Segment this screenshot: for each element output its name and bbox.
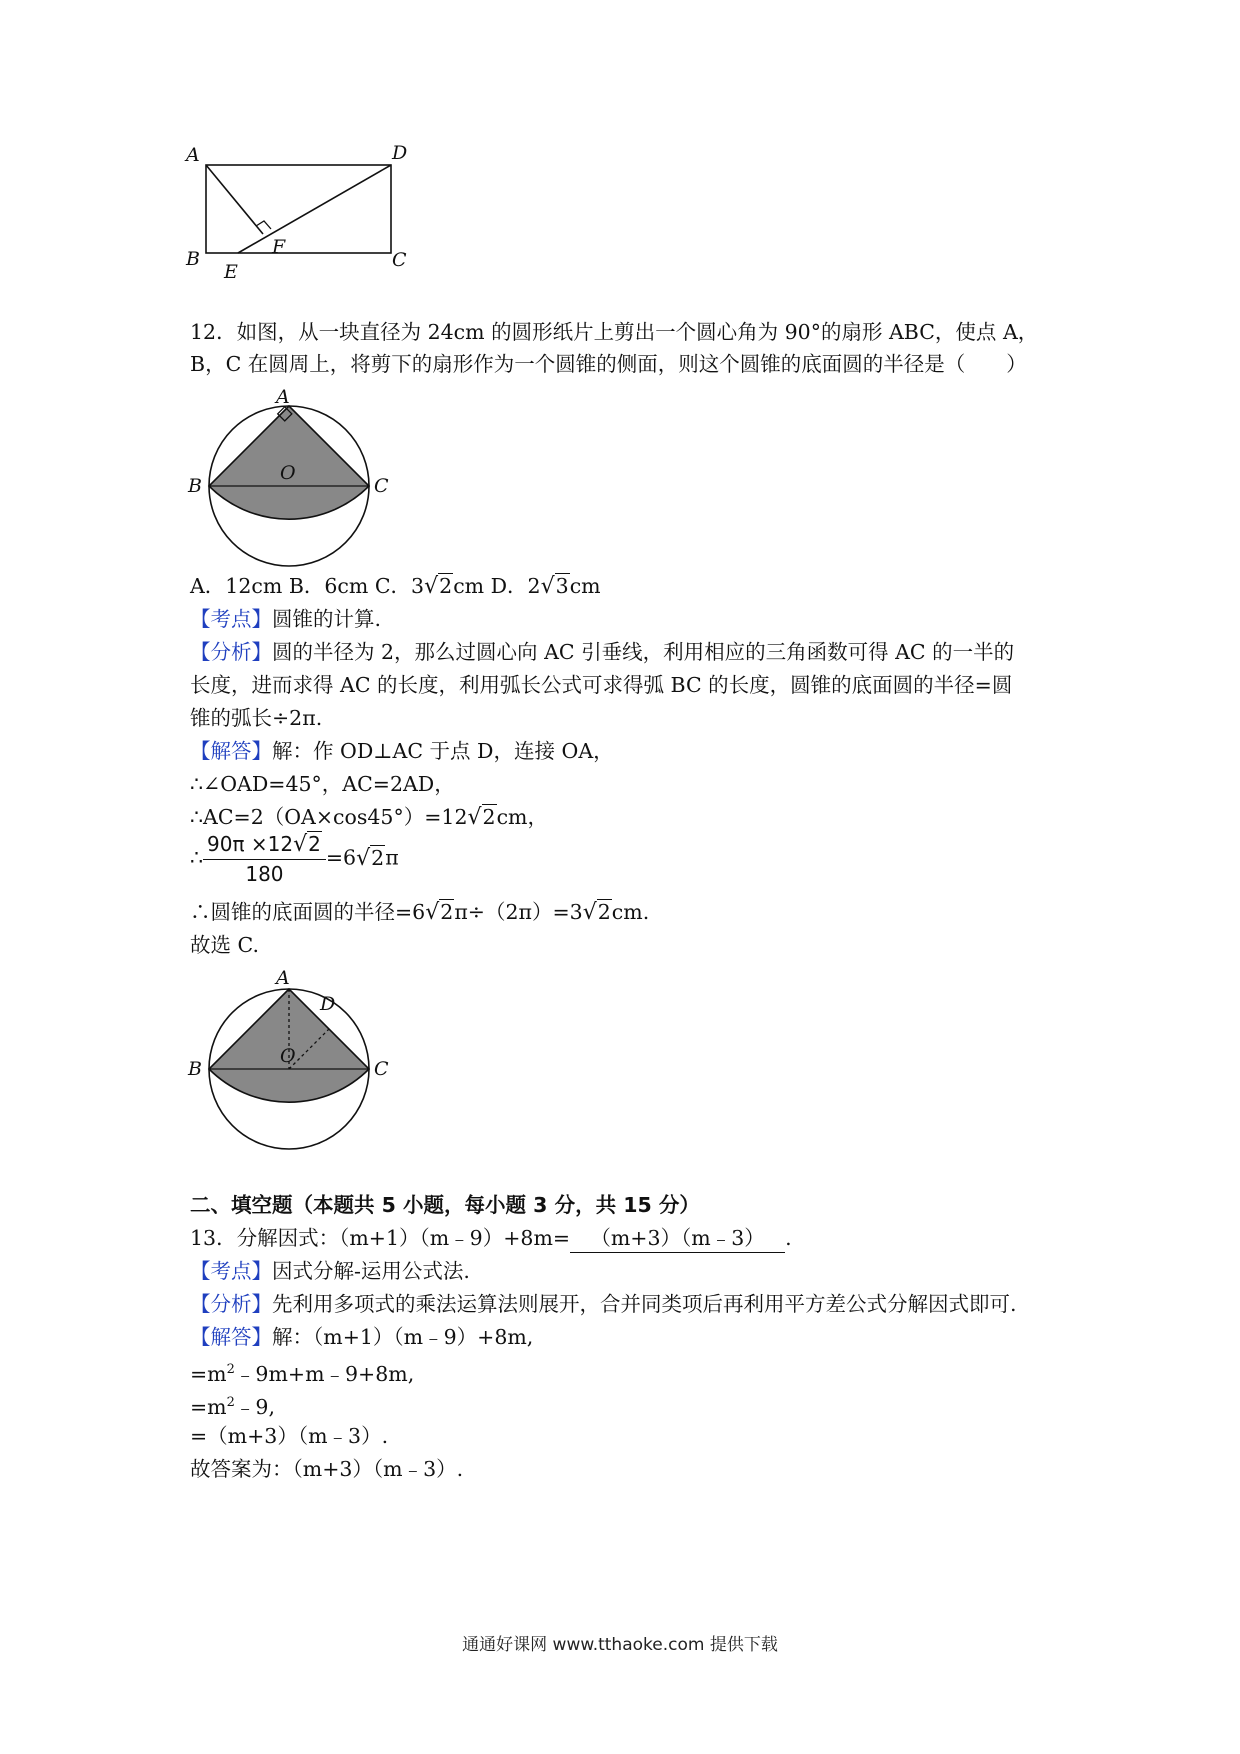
q12-jieda-3: ∴AC=2（OA×cos45°）=12√2cm， xyxy=(190,805,548,830)
q12-fenxi-2: 长度，进而求得 AC 的长度，利用弧长公式可求得弧 BC 的长度，圆锥的底面圆的半径=圆 xyxy=(190,673,1013,697)
q13-answer: （m+3）（m﹣3） xyxy=(570,1224,785,1253)
q13-stem: 13．分解因式：（m+1）（m﹣9）+8m= （m+3）（m﹣3） . xyxy=(190,1224,792,1253)
label-C: C xyxy=(392,249,407,271)
q12-jieda-5: ∴圆锥的底面圆的半径=6√2π÷（2π）=3√2cm. xyxy=(190,900,650,925)
q12-jieda-2: ∴∠OAD=45°，AC=2AD， xyxy=(190,772,455,796)
q13-jieda-1: 【解答】解：（m+1）（m﹣9）+8m, xyxy=(190,1325,534,1349)
q12-fenxi-3: 锥的弧长÷2π. xyxy=(190,706,323,730)
label-A: A xyxy=(186,145,200,166)
q13-step-2: $=m^2﹣9$, xyxy=(190,1394,275,1419)
label-A: A xyxy=(276,967,290,989)
q12-stem-line1: 12．如图，从一块直径为 24cm 的圆形纸片上剪出一个圆心角为 90°的扇形 ABC，使点 A， xyxy=(190,320,1039,344)
label-B: B xyxy=(186,248,200,270)
label-B: B xyxy=(188,475,202,497)
q12-fenxi-1: 【分析】圆的半径为 2，那么过圆心向 AC 引垂线，利用相应的三角函数可得 AC 的一半的 xyxy=(190,640,1015,664)
label-F: F xyxy=(272,236,286,258)
rectangle-figure xyxy=(180,145,420,285)
q12-conclusion: 故选 C. xyxy=(190,933,259,957)
q13-step-1: $=m^2﹣9m+m﹣9+8m$, xyxy=(190,1361,415,1386)
q13-kaodian: 【考点】因式分解-运用公式法. xyxy=(190,1259,470,1283)
sector-figure xyxy=(180,385,400,575)
label-B: B xyxy=(188,1058,202,1080)
label-D: D xyxy=(392,145,408,164)
q12-kaodian: 【考点】圆锥的计算. xyxy=(190,607,382,631)
label-D: D xyxy=(320,993,336,1015)
section-2-title: 二、填空题（本题共 5 小题，每小题 3 分，共 15 分） xyxy=(190,1193,700,1217)
q12-stem-line2: B，C 在圆周上，将剪下的扇形作为一个圆锥的侧面，则这个圆锥的底面圆的半径是（ ） xyxy=(190,352,1027,376)
q13-fenxi: 【分析】先利用多项式的乘法运算法则展开，合并同类项后再利用平方差公式分解因式即可. xyxy=(190,1292,1017,1316)
q12-options: A．12cm B．6cm C．3√2cm D．2√3cm xyxy=(190,574,601,599)
q13-step-3: =（m+3）（m﹣3）. xyxy=(190,1424,389,1448)
fraction: $\frac{90\pi \times 12√2}{180}$ xyxy=(203,832,326,886)
sector-solution-figure xyxy=(180,965,400,1155)
label-E: E xyxy=(224,261,238,283)
label-O: O xyxy=(280,462,296,484)
q12-jieda-fraction: ∴ $\frac{90\pi \times 12√2}{180}$ =6√2π xyxy=(190,832,399,886)
label-A: A xyxy=(276,386,290,408)
label-C: C xyxy=(374,1058,389,1080)
q13-final: 故答案为：（m+3）（m﹣3）. xyxy=(190,1457,464,1481)
q12-jieda-1: 【解答】解：作 OD⊥AC 于点 D，连接 OA， xyxy=(190,739,614,763)
footer-text: 通通好课网 www.tthaoke.com 提供下载 xyxy=(462,1635,778,1655)
label-O: O xyxy=(280,1045,296,1067)
label-C: C xyxy=(374,475,389,497)
